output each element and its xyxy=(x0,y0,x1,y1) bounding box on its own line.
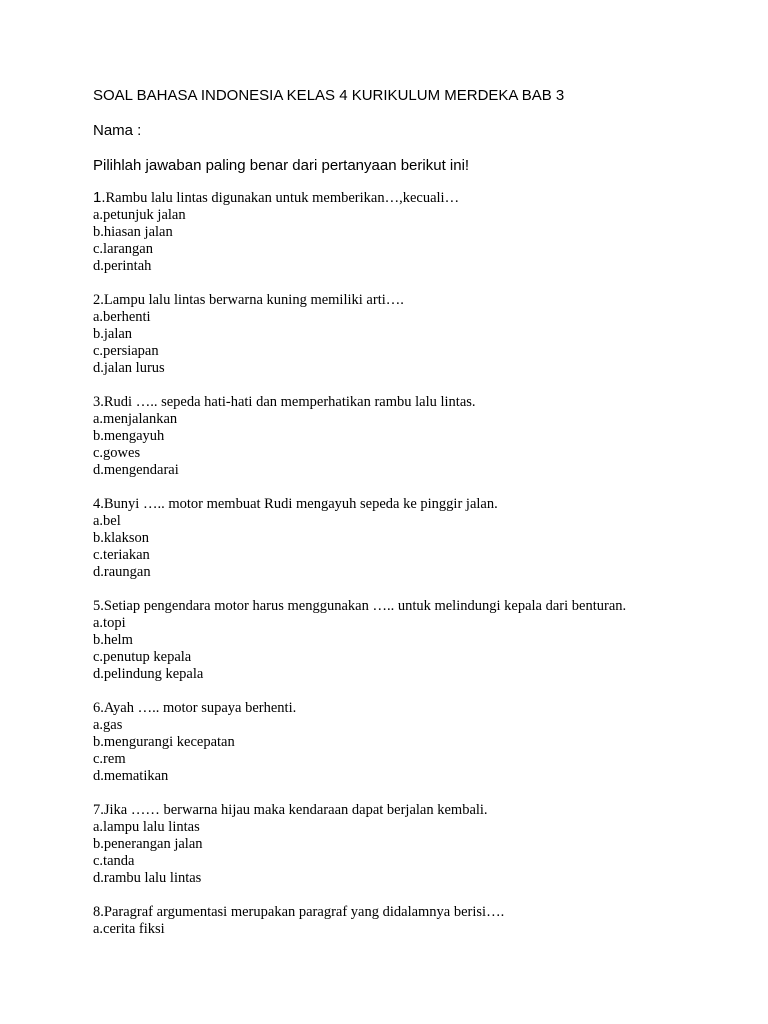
answer-option: d.jalan lurus xyxy=(93,360,165,376)
question-item xyxy=(93,904,733,938)
answer-option: d.raungan xyxy=(93,564,151,580)
name-label: Nama : xyxy=(93,122,142,139)
answer-option: c.penutup kepala xyxy=(93,649,192,665)
answer-option: a.berhenti xyxy=(93,309,151,325)
question-number: 7. xyxy=(93,802,104,818)
answer-option: b.penerangan jalan xyxy=(93,836,203,852)
question-text-line xyxy=(93,598,733,615)
question-number: 4. xyxy=(93,496,104,512)
question-number: 1. xyxy=(93,189,106,206)
question-text: Lampu lalu lintas berwarna kuning memiliki arti…. xyxy=(103,292,404,308)
question-item xyxy=(93,802,733,887)
answer-option: a.menjalankan xyxy=(93,411,178,427)
question-text: Bunyi ….. motor membuat Rudi mengayuh sepeda ke pinggir jalan. xyxy=(103,496,498,512)
question-item xyxy=(93,394,733,479)
question-number: 3. xyxy=(93,394,104,410)
answer-option: d.rambu lalu lintas xyxy=(93,870,202,886)
instruction-text: Pilihlah jawaban paling benar dari pertanyaan berikut ini! xyxy=(93,157,470,174)
question-text: Ayah ….. motor supaya berhenti. xyxy=(103,700,297,716)
question-list xyxy=(93,189,733,938)
question-item xyxy=(93,496,733,581)
question-text: Paragraf argumentasi merupakan paragraf yang didalamnya berisi…. xyxy=(103,904,505,920)
question-item xyxy=(93,598,733,683)
answer-option: c.persiapan xyxy=(93,343,159,359)
question-text-line xyxy=(93,189,733,207)
question-text-line xyxy=(93,292,733,309)
question-text: Rudi ….. sepeda hati-hati dan memperhatikan rambu lalu lintas. xyxy=(103,394,476,410)
answer-option: d.mematikan xyxy=(93,768,169,784)
question-item xyxy=(93,700,733,785)
answer-option: c.larangan xyxy=(93,241,153,257)
answer-option: b.mengurangi kecepatan xyxy=(93,734,235,750)
question-number: 2. xyxy=(93,292,104,308)
answer-option: c.tanda xyxy=(93,853,135,869)
question-number: 5. xyxy=(93,598,104,614)
question-number: 8. xyxy=(93,904,104,920)
answer-option: d.perintah xyxy=(93,258,152,274)
question-text: Jika …… berwarna hijau maka kendaraan dapat berjalan kembali. xyxy=(103,802,488,818)
answer-option: b.hiasan jalan xyxy=(93,224,173,240)
document-title: SOAL BAHASA INDONESIA KELAS 4 KURIKULUM MERDEKA BAB 3 xyxy=(93,87,565,104)
question-text-line xyxy=(93,496,733,513)
question-text-line xyxy=(93,802,733,819)
document-page xyxy=(93,86,733,955)
answer-option: b.jalan xyxy=(93,326,133,342)
answer-option: a.lampu lalu lintas xyxy=(93,819,200,835)
answer-option: a.topi xyxy=(93,615,126,631)
question-text: Rambu lalu lintas digunakan untuk memberikan…,kecuali… xyxy=(105,190,460,206)
answer-option: a.bel xyxy=(93,513,121,529)
answer-option: a.gas xyxy=(93,717,123,733)
question-text-line xyxy=(93,904,733,921)
answer-option: c.teriakan xyxy=(93,547,150,563)
answer-option: a.cerita fiksi xyxy=(93,921,165,937)
answer-option: d.mengendarai xyxy=(93,462,179,478)
question-text-line xyxy=(93,700,733,717)
question-text-line xyxy=(93,394,733,411)
question-text: Setiap pengendara motor harus menggunakan ….. untuk melindungi kepala dari benturan. xyxy=(103,598,627,614)
answer-option: b.mengayuh xyxy=(93,428,165,444)
answer-option: b.klakson xyxy=(93,530,149,546)
question-number: 6. xyxy=(93,700,104,716)
answer-option: b.helm xyxy=(93,632,133,648)
answer-option: c.gowes xyxy=(93,445,141,461)
answer-option: d.pelindung kepala xyxy=(93,666,204,682)
answer-option: c.rem xyxy=(93,751,126,767)
answer-option: a.petunjuk jalan xyxy=(93,207,186,223)
question-item xyxy=(93,189,733,275)
question-item xyxy=(93,292,733,377)
